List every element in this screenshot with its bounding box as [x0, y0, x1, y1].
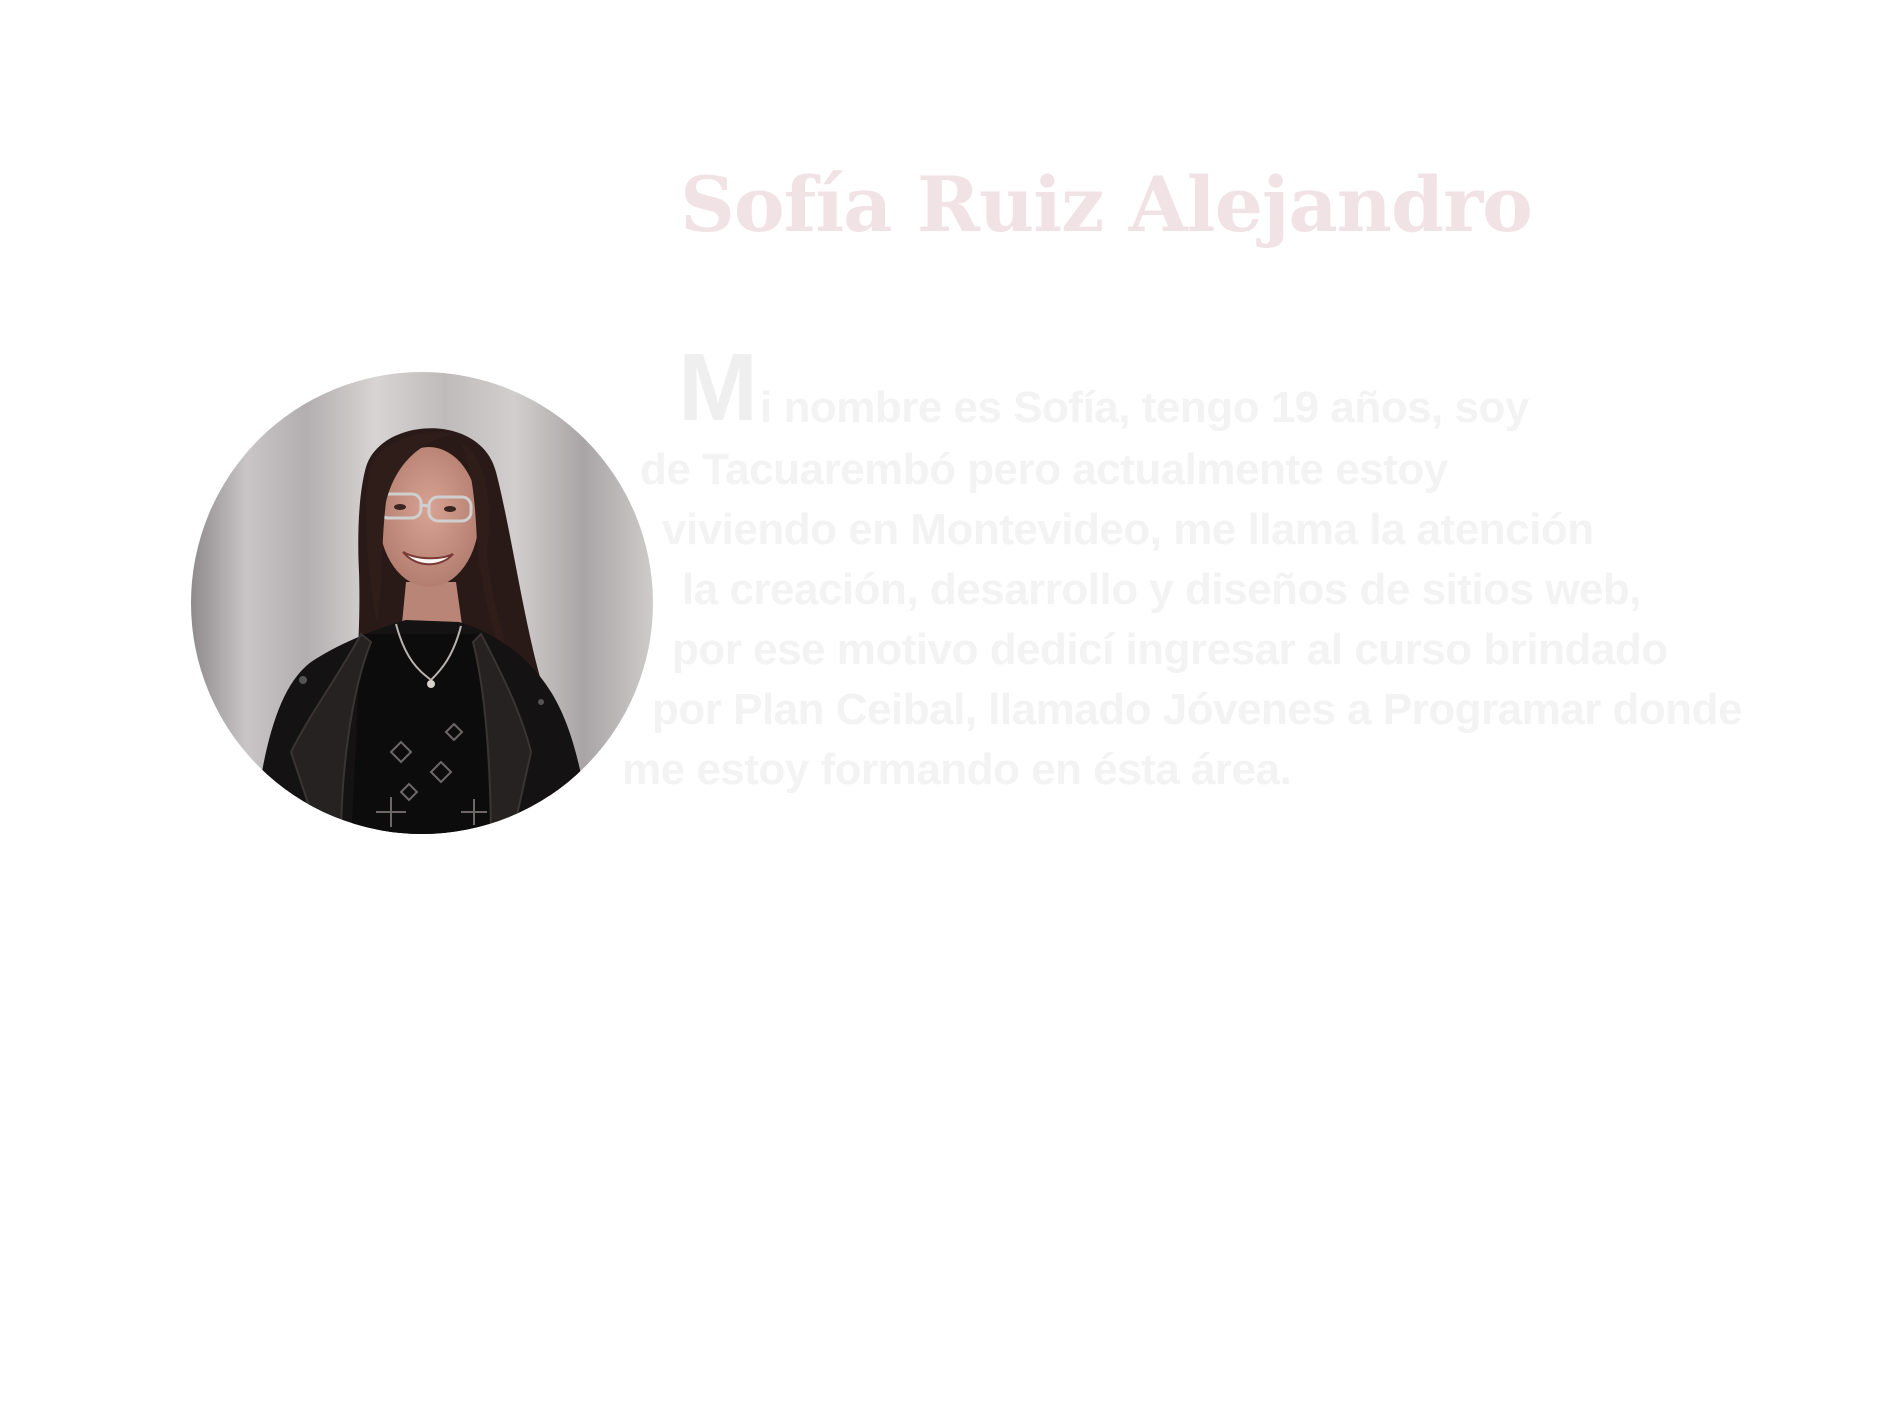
bio-dropcap: M: [678, 334, 758, 441]
page-title: Sofía Ruiz Alejandro: [680, 160, 1532, 249]
portrait-photo-icon: [191, 372, 653, 834]
bio-line: i nombre es Sofía, tengo 19 años, soy: [760, 383, 1529, 432]
bio-line: por ese motivo dedicí ingresar al curso brindado: [672, 625, 1668, 674]
bio-line: viviendo en Montevideo, me llama la atención: [662, 505, 1594, 554]
bio-line: la creación, desarrollo y diseños de sitios web,: [682, 565, 1642, 614]
bio-line: por Plan Ceibal, llamado Jóvenes a Programar donde: [652, 685, 1742, 734]
bio-line: me estoy formando en ésta área.: [622, 745, 1292, 794]
bio-line: de Tacuarembó pero actualmente estoy: [640, 445, 1448, 494]
avatar: [191, 372, 653, 834]
